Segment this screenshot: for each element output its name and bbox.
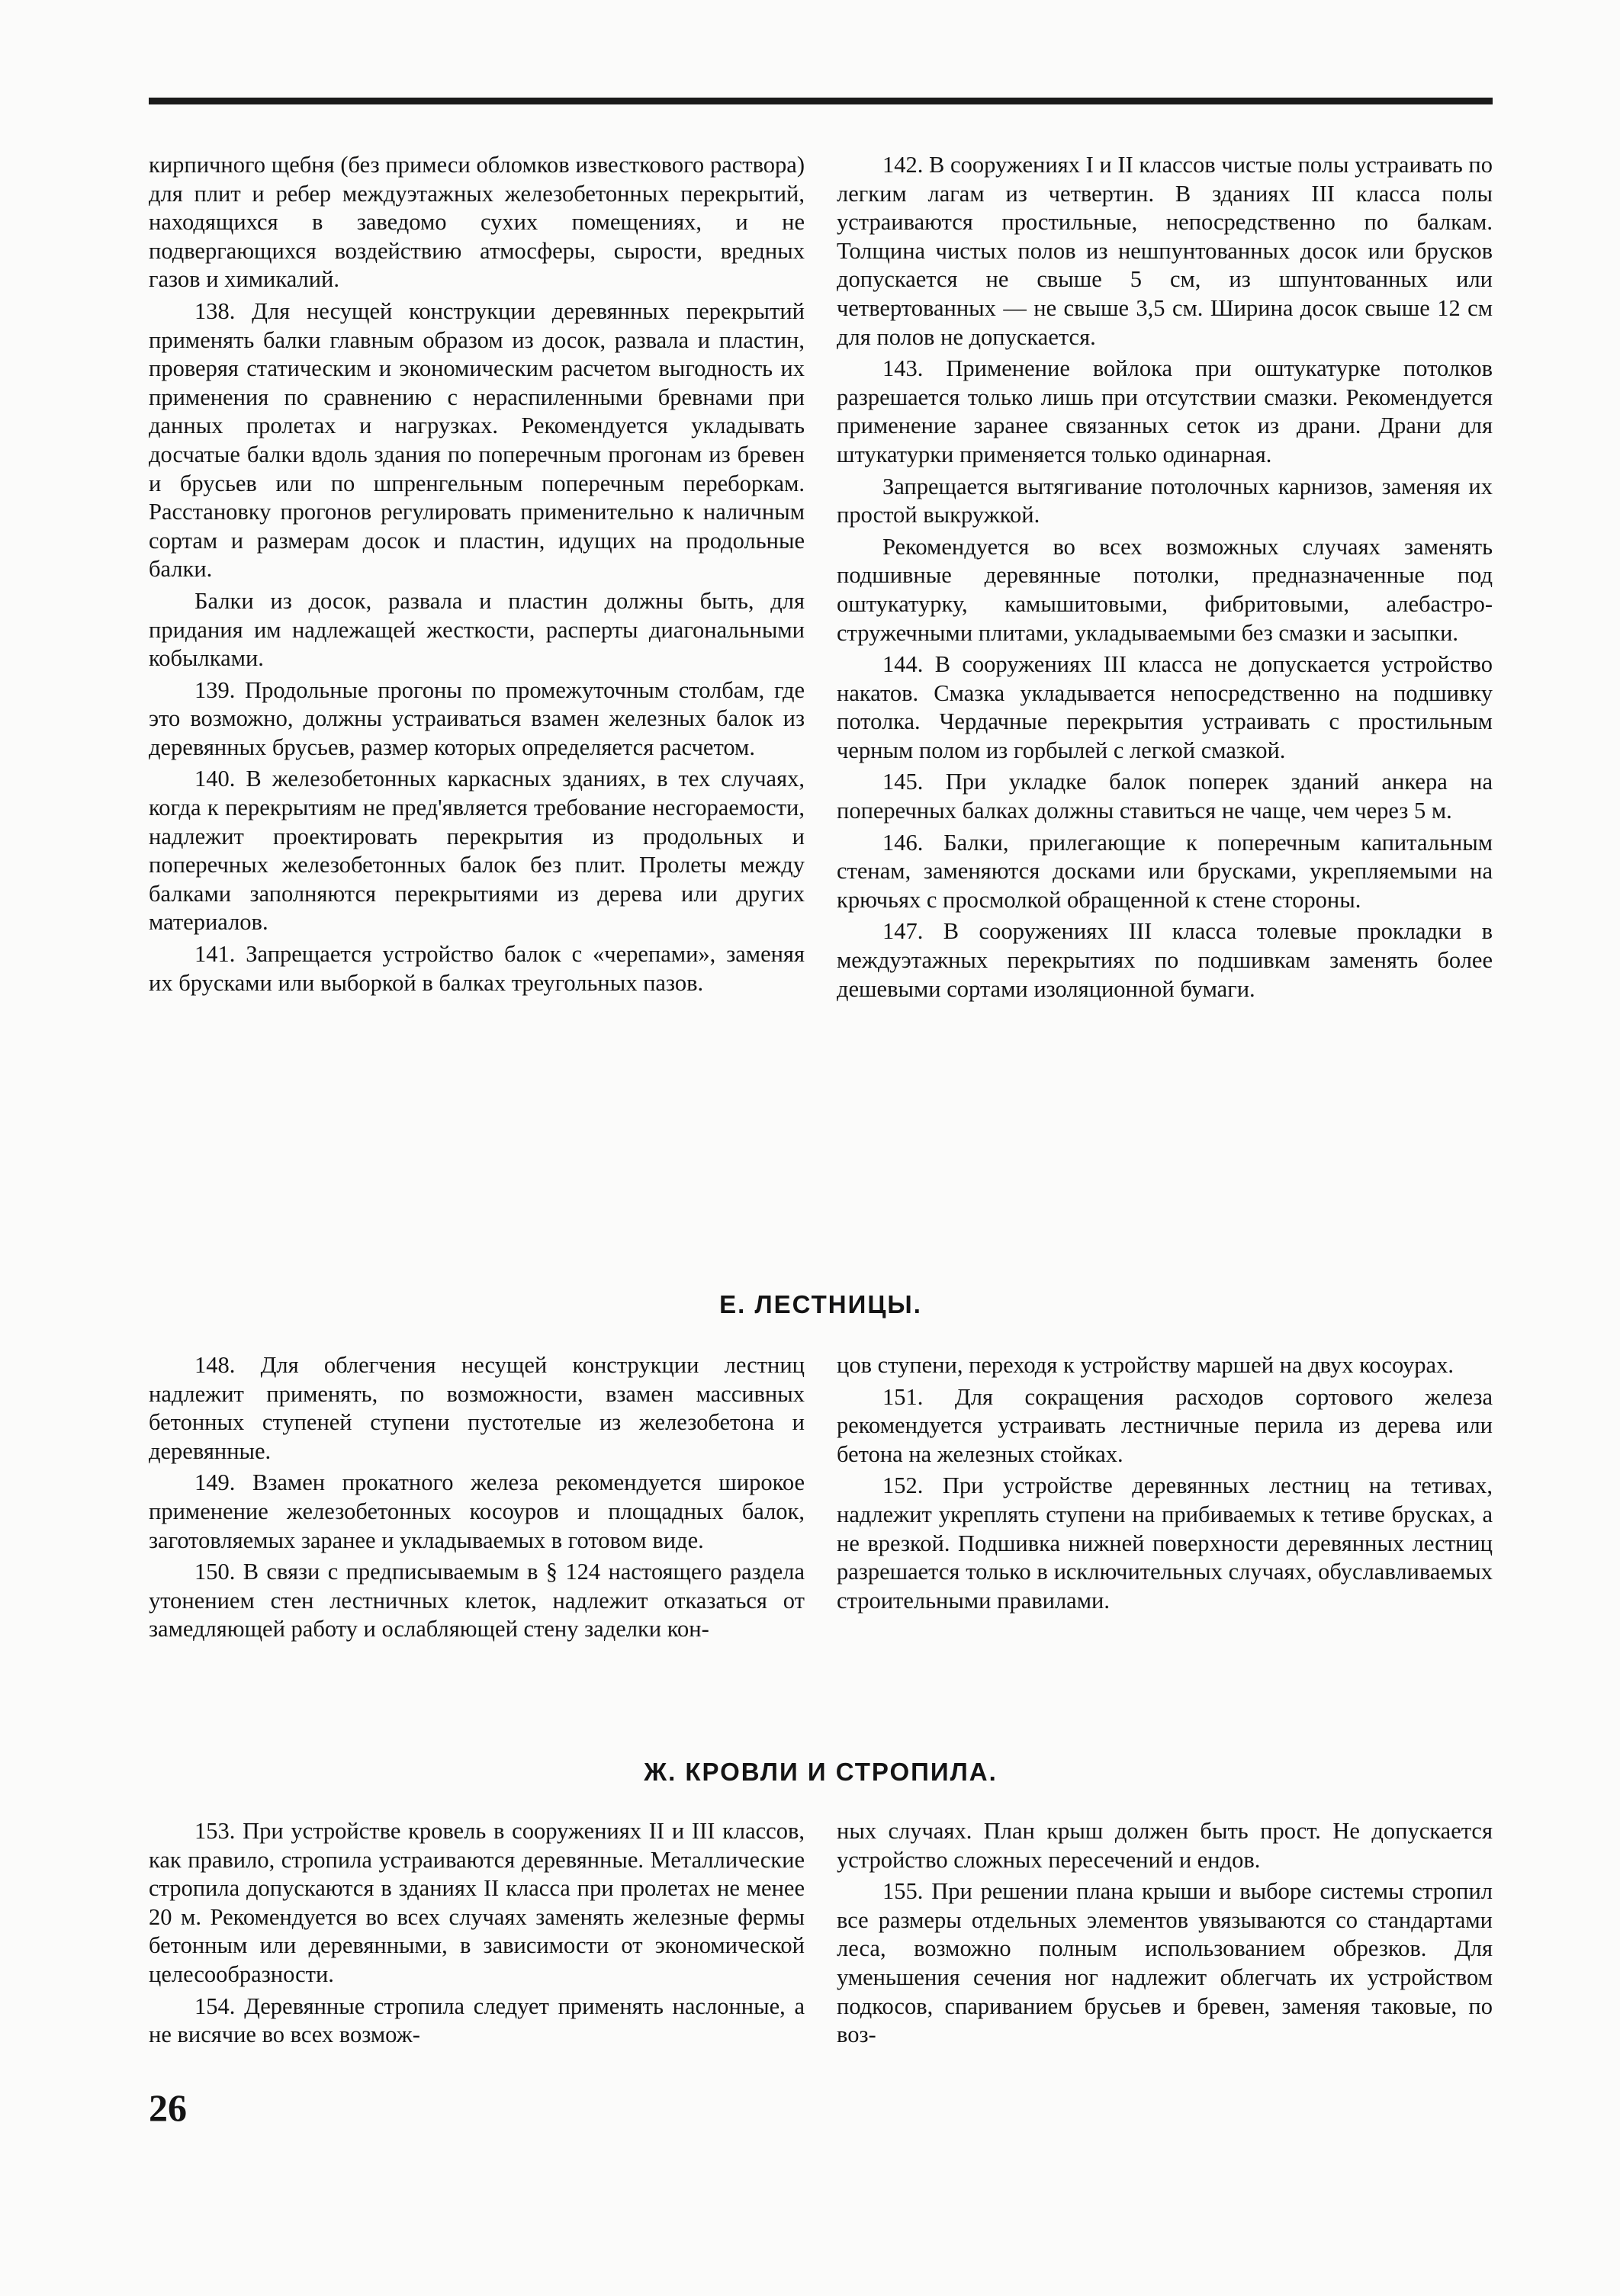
paragraph-139: 139. Продольные прогоны по промежуточным столбам, где это возможно, должны устраиваться взамен железных балок из деревянных брусьев, размер которых определяется расчетом. bbox=[149, 676, 805, 760]
paragraph-143-cornices: Запрещается вытягивание потолочных карнизов, заменяя их простой выкружкой. bbox=[837, 473, 1493, 528]
section-heading-roofs: Ж. КРОВЛИ И СТРОПИЛА. bbox=[644, 1758, 998, 1786]
text-column-roofs-left bbox=[149, 1817, 805, 2053]
paragraph-143-ceilings: Рекомендуется во всех возможных случаях заменять подшивные деревянные потолки, предназначенные под оштукатурку, камышитовыми, фибритовыми, алебастро-стружечными плитами, укладываемыми без смазки и засыпки. bbox=[837, 533, 1493, 646]
paragraph-148: 148. Для облегчения несущей конструкции лестниц надлежит применять, по возможности, взамен массивных бетонных ступеней ступени пустотелые из железобетона и деревянные. bbox=[149, 1352, 805, 1464]
paragraph-147: 147. В сооружениях III класса толевые прокладки в междуэтажных перекрытиях по подшивкам заменять более дешевыми сортами изоляционной бумаги. bbox=[837, 918, 1493, 1002]
paragraph-145: 145. При укладке балок поперек зданий анкера на поперечных балках должны ставиться не чаще, чем через 5 м. bbox=[837, 769, 1493, 824]
text-column-top-right bbox=[837, 151, 1493, 1007]
text-column-roofs-right bbox=[837, 1817, 1493, 2053]
paragraph-149: 149. Взамен прокатного железа рекомендуется широкое применение железобетонных косоуров и площадных балок, заготовляемых заранее и укладываемых в готовом виде. bbox=[149, 1469, 805, 1553]
paragraph-continued: кирпичного щебня (без примеси обломков известкового раствора) для плит и ребер междуэтажных железобетонных перекрытий, находящихся в заведомо сухих помещениях, и не подвергающихся воздействию атмосферы, сырости, вредных газов и химикалий. bbox=[149, 152, 805, 293]
text-column-stairs-right bbox=[837, 1351, 1493, 1618]
paragraph-155: 155. При решении плана крыши и выборе системы стропил все размеры отдельных элементов увязываются со стандартами леса, возможно полным использованием обрезков. Для уменьшения сечения ног надлежит облегчать их устройством подкосов, спариванием брусьев и бревен, заменяя таковые, по воз- bbox=[837, 1878, 1493, 2048]
section-heading-stairs: Е. ЛЕСТНИЦЫ. bbox=[719, 1290, 922, 1318]
page-number: 26 bbox=[149, 2086, 187, 2129]
paragraph-154: 154. Деревянные стропила следует применять наслонные, а не висячие во всех возмож- bbox=[149, 1993, 805, 2048]
paragraph-151: 151. Для сокращения расходов сортового железа рекомендуется устраивать лестничные перила из дерева или бетона на железных стойках. bbox=[837, 1383, 1493, 1467]
text-column-top-left bbox=[149, 151, 805, 1000]
paragraph-146: 146. Балки, прилегающие к поперечным капитальным стенам, заменяются досками или брусками, укрепляемыми на крючьях с просмолкой обращенной к стене стороны. bbox=[837, 829, 1493, 913]
top-rule bbox=[149, 98, 1493, 104]
paragraph-152: 152. При устройстве деревянных лестниц на тетивах, надлежит укреплять ступени на прибиваемых к тетиве брусках, а не врезкой. Подшивка нижней поверхности деревянных лестниц разрешается только в исключительных случаях, обуславливаемых строительными правилами. bbox=[837, 1472, 1493, 1614]
paragraph-144: 144. В сооружениях III класса не допускается устройство накатов. Смазка укладывается непосредственно на подшивку потолка. Чердачные перекрытия устраивать с простильным черным полом из горбылей с легкой смазкой. bbox=[837, 651, 1493, 763]
paragraph-141: 141. Запрещается устройство балок с «черепами», заменяя их брусками или выборкой в балках треугольных пазов. bbox=[149, 941, 805, 996]
paragraph-138-note: Балки из досок, развала и пластин должны быть, для придания им надлежащей жесткости, расперты диагональными кобылками. bbox=[149, 587, 805, 672]
text-column-stairs-left bbox=[149, 1351, 805, 1647]
paragraph-140: 140. В железобетонных каркасных зданиях, в тех случаях, когда к перекрытиям не пред'является требование несгораемости, надлежит проектировать перекрытия из продольных и поперечных железобетонных балок без плит. Пролеты между балками заполняются перекрытиями из дерева или других материалов. bbox=[149, 766, 805, 936]
paragraph-138: 138. Для несущей конструкции деревянных перекрытий применять балки главным образом из досок, развала и пластин, проверяя статическим и экономическим расчетом выгодность их применения по сравнению с нераспиленными бревнами при данных пролетах и нагрузках. Рекомендуется укладывать досчатые балки вдоль здания по поперечным прогонам из бревен и брусьев или по шпренгельным поперечным переборкам. Расстановку прогонов регулировать применительно к наличным сортам и размерам досок и пластин, идущих на продольные балки. bbox=[149, 297, 805, 583]
paragraph-150: 150. В связи с предписываемым в § 124 настоящего раздела утонением стен лестничных клеток, надлежит отказаться от замедляющей работу и ослабляющей стену заделки кон- bbox=[149, 1559, 805, 1643]
paragraph-154-continued: ных случаях. План крыш должен быть прост. Не допускается устройство сложных пересечений и ендов. bbox=[837, 1818, 1493, 1873]
paragraph-153: 153. При устройстве кровель в сооружениях II и III классов, как правило, стропила устраиваются деревянные. Металлические стропила допускаются в зданиях II класса при пролетах не менее 20 м. Рекомендуется во всех случаях заменять железные фермы бетонным или деревянными, в зависимости от экономической целесообразности. bbox=[149, 1818, 805, 1987]
paragraph-143: 143. Применение войлока при оштукатурке потолков разрешается только лишь при отсутствии смазки. Рекомендуется применение заранее связанных сеток из драни. Драни для штукатурки применяется только одинарная. bbox=[837, 355, 1493, 467]
paragraph-150-continued: цов ступени, переходя к устройству маршей на двух косоурах. bbox=[837, 1352, 1454, 1378]
paragraph-142: 142. В сооружениях I и II классов чистые полы устраивать по легким лагам из четвертин. В зданиях III класса полы устраиваются простильные, непосредственно по балкам. Толщина чистых полов из нешпунтованных досок или брусков допускается не свыше 5 см, из шпунтованных или четвертованных — не свыше 3,5 см. Ширина досок свыше 12 см для полов не допускается. bbox=[837, 152, 1493, 350]
